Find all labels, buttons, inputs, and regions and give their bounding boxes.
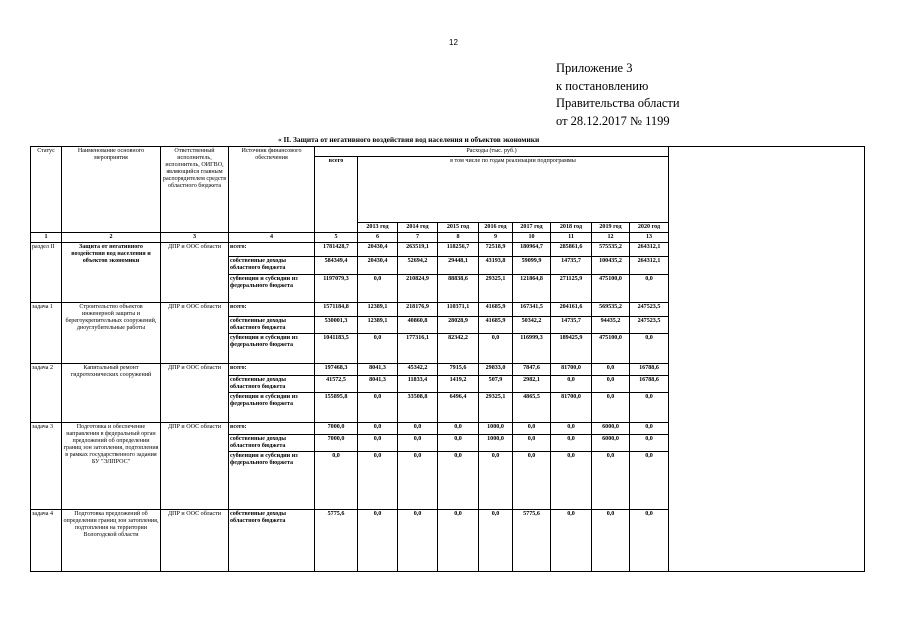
row-total-value: 530001,3 — [315, 317, 358, 334]
header-expenses: Расходы (тыс. руб.) — [315, 147, 669, 157]
row-year-value: 0,0 — [479, 452, 513, 510]
row-year-value: 12389,1 — [358, 317, 398, 334]
row-year-value: 72518,9 — [479, 243, 513, 257]
row-year-value: 189425,9 — [551, 334, 592, 364]
row-year-value: 0,0 — [438, 423, 479, 435]
appendix-title: Приложение 3 — [556, 61, 633, 75]
row-year-value: 100435,2 — [592, 257, 630, 275]
row-total-value: 1571184,8 — [315, 303, 358, 317]
row-year-value: 0,0 — [438, 452, 479, 510]
row-year-value: 0,0 — [358, 393, 398, 423]
row-funding-source: всего: — [229, 303, 315, 317]
row-year-value: 118256,7 — [438, 243, 479, 257]
row-total-value: 0,0 — [315, 452, 358, 510]
row-total-value: 5775,6 — [315, 510, 358, 572]
row-year-value: 0,0 — [551, 510, 592, 572]
row-year-value: 20430,4 — [358, 243, 398, 257]
row-year-value: 0,0 — [630, 510, 669, 572]
row-year-value: 0,0 — [358, 510, 398, 572]
row-year-value: 0,0 — [592, 376, 630, 393]
row-year-value: 12389,1 — [358, 303, 398, 317]
column-number: 11 — [551, 233, 592, 243]
column-number: 1 — [31, 233, 62, 243]
row-year-value: 88838,6 — [438, 275, 479, 303]
row-funding-source: субвенции и субсидии из федерального бюджета — [229, 452, 315, 510]
row-funding-source: всего: — [229, 364, 315, 376]
header-year: 2015 год — [438, 223, 479, 233]
row-year-value: 81700,0 — [551, 364, 592, 376]
row-year-value: 29325,1 — [479, 275, 513, 303]
header-year: 2014 год — [398, 223, 438, 233]
row-status: раздел II — [31, 243, 62, 303]
row-year-value: 0,0 — [479, 510, 513, 572]
row-total-value: 1781428,7 — [315, 243, 358, 257]
appendix-date-number: от 28.12.2017 № 1199 — [556, 113, 670, 128]
appendix-line: к постановлению — [556, 78, 649, 93]
row-year-value: 264312,1 — [630, 243, 669, 257]
row-year-value: 0,0 — [358, 334, 398, 364]
header-source: Источник финансового обеспечения — [229, 147, 315, 233]
row-year-value: 33508,8 — [398, 393, 438, 423]
row-year-value: 1419,2 — [438, 376, 479, 393]
column-number: 5 — [315, 233, 358, 243]
row-responsible: ДПР и ООС области — [161, 303, 229, 364]
row-year-value: 11833,4 — [398, 376, 438, 393]
header-total: всего — [315, 157, 358, 233]
row-year-value: 0,0 — [630, 423, 669, 435]
row-total-value: 197468,3 — [315, 364, 358, 376]
row-year-value: 0,0 — [630, 452, 669, 510]
row-year-value: 0,0 — [592, 364, 630, 376]
row-total-value: 7000,0 — [315, 435, 358, 452]
row-funding-source: всего: — [229, 243, 315, 257]
row-year-value: 16788,6 — [630, 364, 669, 376]
row-year-value: 4865,5 — [513, 393, 551, 423]
row-year-value: 82342,2 — [438, 334, 479, 364]
column-number: 6 — [358, 233, 398, 243]
row-year-value: 263519,1 — [398, 243, 438, 257]
header-responsible: Ответственный исполнитель, исполнитель, ОИГВО, являющийся главным распорядителем средств областного бюджета — [161, 147, 229, 233]
column-number: 13 — [630, 233, 669, 243]
row-year-value: 247523,5 — [630, 303, 669, 317]
row-year-value: 6496,4 — [438, 393, 479, 423]
row-year-value: 0,0 — [358, 435, 398, 452]
row-year-value: 0,0 — [398, 423, 438, 435]
header-status: Статус — [31, 147, 62, 233]
row-year-value: 14735,7 — [551, 257, 592, 275]
column-number: 10 — [513, 233, 551, 243]
row-year-value: 8041,3 — [358, 376, 398, 393]
row-year-value: 0,0 — [551, 423, 592, 435]
row-funding-source: собственные доходы областного бюджета — [229, 317, 315, 334]
row-year-value: 16788,6 — [630, 376, 669, 393]
row-funding-source: собственные доходы областного бюджета — [229, 257, 315, 275]
row-year-value: 1000,0 — [479, 423, 513, 435]
header-by-years: в том числе по годам реализации подпрограммы — [358, 157, 669, 223]
table-title: « II. Защита от негативного воздействия вод населения и объектов экономики — [278, 135, 540, 144]
row-year-value: 0,0 — [551, 452, 592, 510]
row-responsible: ДПР и ООС области — [161, 364, 229, 423]
row-responsible: ДПР и ООС области — [161, 243, 229, 303]
column-number: 3 — [161, 233, 229, 243]
row-measure-name: Капитальный ремонт гидротехнических сооружений — [62, 364, 161, 423]
row-year-value: 218176,9 — [398, 303, 438, 317]
row-year-value: 6000,0 — [592, 435, 630, 452]
appendix-line: Правительства области — [556, 96, 680, 110]
row-year-value: 40860,8 — [398, 317, 438, 334]
row-year-value: 41685,9 — [479, 303, 513, 317]
row-responsible: ДПР и ООС области — [161, 510, 229, 572]
row-year-value: 7847,6 — [513, 364, 551, 376]
row-year-value: 59099,9 — [513, 257, 551, 275]
row-year-value: 20430,4 — [358, 257, 398, 275]
header-year: 2013 год — [358, 223, 398, 233]
column-number: 8 — [438, 233, 479, 243]
expenses-table — [30, 146, 865, 572]
row-year-value: 285861,6 — [551, 243, 592, 257]
column-number: 2 — [62, 233, 161, 243]
row-measure-name: Подготовка предложений об определении границ зон затопления, подтопления на территории Вологодской области — [62, 510, 161, 572]
row-year-value: 0,0 — [592, 510, 630, 572]
row-year-value: 8041,3 — [358, 364, 398, 376]
row-year-value: 204161,6 — [551, 303, 592, 317]
row-measure-name: Строительство объектов инженерной защиты и берегоукрепительных сооружений, дноуглубительные работы — [62, 303, 161, 364]
row-year-value: 0,0 — [438, 435, 479, 452]
row-funding-source: субвенции и субсидии из федерального бюджета — [229, 275, 315, 303]
row-year-value: 0,0 — [513, 423, 551, 435]
row-year-value: 0,0 — [592, 452, 630, 510]
row-year-value: 2982,1 — [513, 376, 551, 393]
row-year-value: 475100,0 — [592, 275, 630, 303]
row-year-value: 0,0 — [438, 510, 479, 572]
row-year-value: 5775,6 — [513, 510, 551, 572]
row-status: задача 1 — [31, 303, 62, 364]
row-total-value: 1041183,5 — [315, 334, 358, 364]
row-year-value: 52694,2 — [398, 257, 438, 275]
row-year-value: 0,0 — [630, 334, 669, 364]
header-year: 2020 год — [630, 223, 669, 233]
row-year-value: 41685,9 — [479, 317, 513, 334]
row-year-value: 167341,5 — [513, 303, 551, 317]
row-year-value: 575535,2 — [592, 243, 630, 257]
header-year: 2019 год — [592, 223, 630, 233]
blank-right-column — [669, 147, 865, 572]
row-measure-name: Защита от негативного воздействия вод населения и объектов экономики — [62, 243, 161, 303]
appendix-block — [556, 60, 680, 130]
row-status: задача 2 — [31, 364, 62, 423]
row-year-value: 116999,3 — [513, 334, 551, 364]
row-total-value: 155895,8 — [315, 393, 358, 423]
header-name: Наименование основного мероприятия — [62, 147, 161, 233]
row-year-value: 121864,8 — [513, 275, 551, 303]
row-year-value: 0,0 — [479, 334, 513, 364]
row-year-value: 0,0 — [358, 275, 398, 303]
row-year-value: 0,0 — [358, 452, 398, 510]
row-year-value: 177316,1 — [398, 334, 438, 364]
row-funding-source: собственные доходы областного бюджета — [229, 510, 315, 572]
row-year-value: 43193,8 — [479, 257, 513, 275]
row-year-value: 0,0 — [513, 452, 551, 510]
header-year: 2018 год — [551, 223, 592, 233]
row-year-value: 29325,1 — [479, 393, 513, 423]
row-year-value: 0,0 — [551, 435, 592, 452]
row-year-value: 94435,2 — [592, 317, 630, 334]
row-year-value: 210824,9 — [398, 275, 438, 303]
row-total-value: 7000,0 — [315, 423, 358, 435]
row-status: задача 4 — [31, 510, 62, 572]
row-year-value: 6000,0 — [592, 423, 630, 435]
row-year-value: 81700,0 — [551, 393, 592, 423]
column-number: 7 — [398, 233, 438, 243]
row-year-value: 0,0 — [513, 435, 551, 452]
row-year-value: 0,0 — [630, 393, 669, 423]
row-year-value: 50342,2 — [513, 317, 551, 334]
row-year-value: 7915,6 — [438, 364, 479, 376]
row-year-value: 1000,0 — [479, 435, 513, 452]
header-year: 2016 год — [479, 223, 513, 233]
row-year-value: 29833,0 — [479, 364, 513, 376]
row-year-value: 14735,7 — [551, 317, 592, 334]
row-year-value: 0,0 — [358, 423, 398, 435]
row-year-value: 180964,7 — [513, 243, 551, 257]
row-year-value: 569535,2 — [592, 303, 630, 317]
row-year-value: 110371,1 — [438, 303, 479, 317]
row-year-value: 475100,0 — [592, 334, 630, 364]
row-funding-source: собственные доходы областного бюджета — [229, 376, 315, 393]
row-year-value: 0,0 — [398, 435, 438, 452]
row-year-value: 29448,1 — [438, 257, 479, 275]
row-total-value: 584349,4 — [315, 257, 358, 275]
row-year-value: 264312,1 — [630, 257, 669, 275]
row-measure-name: Подготовка и обеспечение направления в федеральный орган предложений об определении границ зон затопления, подтопления в рамках государственного задания БУ "ЭЛПРОС" — [62, 423, 161, 510]
page-number: 12 — [449, 38, 458, 47]
row-year-value: 0,0 — [551, 376, 592, 393]
row-total-value: 1197079,3 — [315, 275, 358, 303]
row-year-value: 271125,9 — [551, 275, 592, 303]
row-year-value: 247523,5 — [630, 317, 669, 334]
header-year: 2017 год — [513, 223, 551, 233]
row-year-value: 0,0 — [630, 435, 669, 452]
column-number: 4 — [229, 233, 315, 243]
row-total-value: 41572,5 — [315, 376, 358, 393]
row-funding-source: всего: — [229, 423, 315, 435]
column-number: 12 — [592, 233, 630, 243]
row-year-value: 28028,9 — [438, 317, 479, 334]
row-year-value: 45342,2 — [398, 364, 438, 376]
row-year-value: 507,9 — [479, 376, 513, 393]
row-year-value: 0,0 — [398, 452, 438, 510]
row-funding-source: субвенции и субсидии из федерального бюджета — [229, 334, 315, 364]
row-funding-source: субвенции и субсидии из федерального бюджета — [229, 393, 315, 423]
row-status: задача 3 — [31, 423, 62, 510]
row-responsible: ДПР и ООС области — [161, 423, 229, 510]
row-year-value: 0,0 — [630, 275, 669, 303]
row-year-value: 0,0 — [592, 393, 630, 423]
row-year-value: 0,0 — [398, 510, 438, 572]
row-funding-source: собственные доходы областного бюджета — [229, 435, 315, 452]
column-number: 9 — [479, 233, 513, 243]
